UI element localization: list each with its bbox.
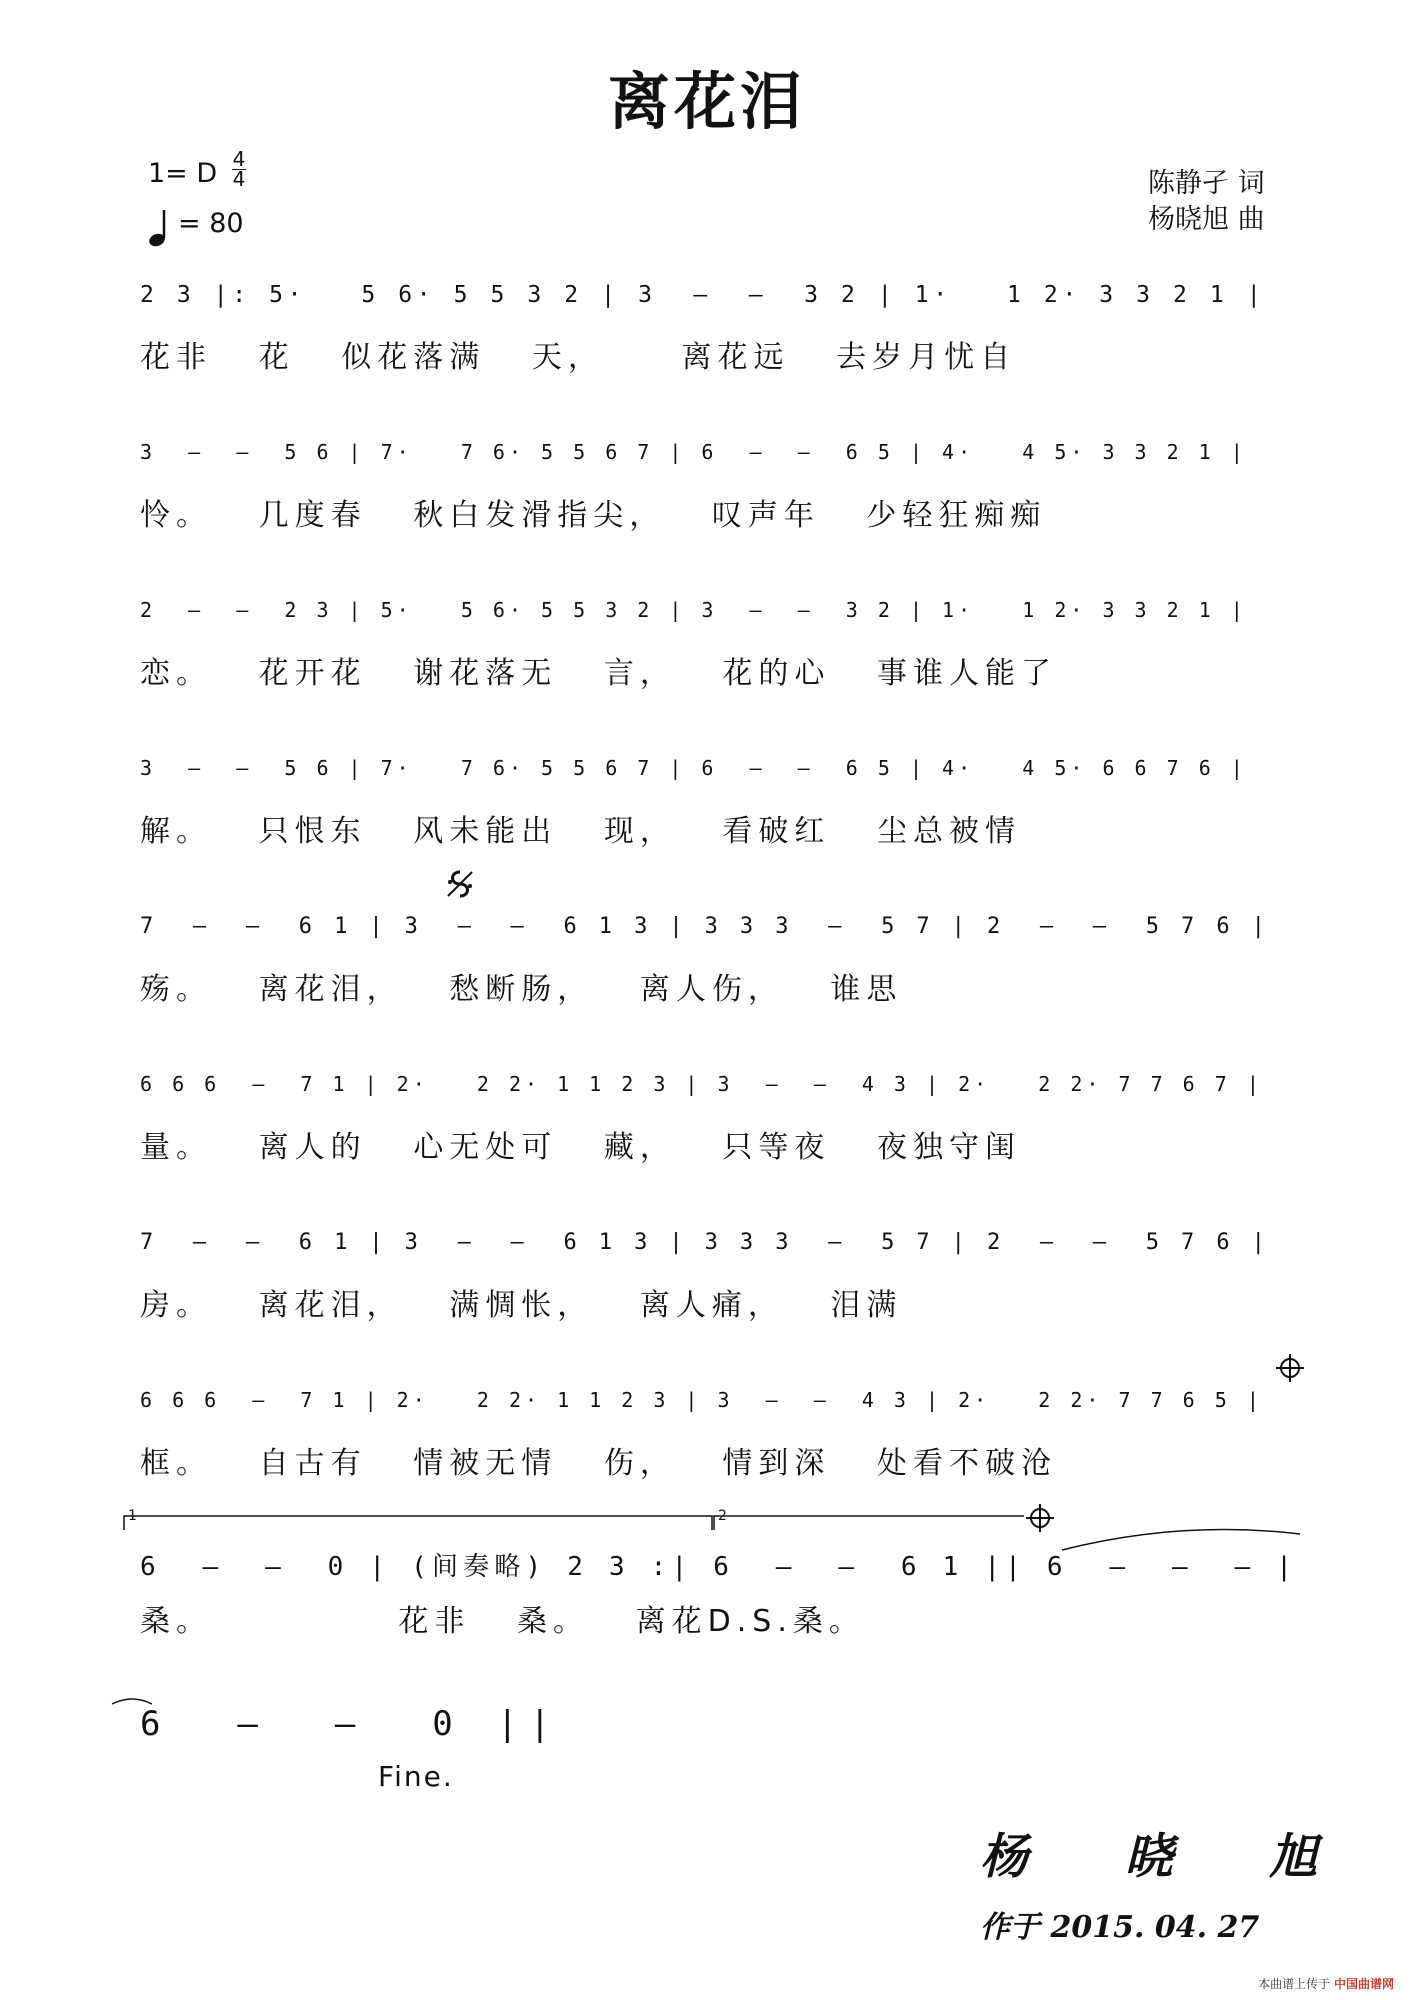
composition-date: 作于 2015. 04. 27 — [980, 1910, 1260, 1945]
lyrics-line: 花非 花 似花落满 天， 离花远 去岁月忧自 — [140, 340, 1017, 375]
lyrics-line: 殇。 离花泪， 愁断肠， 离人伤， 谁思 — [140, 972, 903, 1007]
notation-line: 2 — — 2 3 | 5· 5 6· 5 5 3 2 | 3 — — 3 2 | 1· 1 2· 3 3 2 1 | — [140, 598, 1247, 622]
key-signature: 1= D — [148, 158, 218, 189]
notation-line: 7 — — 6 1 | 3 — — 6 1 3 | 3 3 3 — 5 7 | 2 — — 5 7 6 | — [140, 1230, 1270, 1255]
composer-signature: 杨 晓 旭 — [980, 1829, 1358, 1885]
tie-arc — [1062, 1530, 1300, 1550]
time-signature-bottom: 4 — [232, 167, 246, 191]
footer-brand[interactable]: 中国曲谱网 — [1333, 1977, 1394, 1991]
notation-line: 3 — — 5 6 | 7· 7 6· 5 5 6 7 | 6 — — 6 5 | 4· 4 5· 6 6 7 6 | — [140, 756, 1247, 780]
fine-marking: Fine. — [378, 1760, 454, 1793]
volta-1-bracket — [124, 1516, 712, 1530]
time-signature-top: 4 — [232, 147, 246, 171]
volta-2-label: 2 — [718, 1508, 727, 1524]
notation-line: 6 — — 0 | (间奏略) 2 3 :| 6 — — 6 1 || 6 — — — | — [140, 1552, 1298, 1582]
coda-icon — [1276, 1354, 1304, 1382]
volta-1-label: 1 — [128, 1508, 137, 1524]
lyrics-line: 量。 离人的 心无处可 藏， 只等夜 夜独守闺 — [140, 1130, 1022, 1165]
segno-icon — [448, 872, 472, 896]
notation-line: 3 — — 5 6 | 7· 7 6· 5 5 6 7 | 6 — — 6 5 | 4· 4 5· 3 3 2 1 | — [140, 440, 1247, 464]
notation-line: 7 — — 6 1 | 3 — — 6 1 3 | 3 3 3 — 5 7 | 2 — — 5 7 6 | — [140, 914, 1270, 939]
notation-line: 6 6 6 — 7 1 | 2· 2 2· 1 1 2 3 | 3 — — 4 3 | 2· 2 2· 7 7 6 5 | — [140, 1388, 1263, 1412]
footer-text: 本曲谱上传于 — [1258, 1977, 1331, 1991]
notation-line: 2 3 |: 5· 5 6· 5 5 3 2 | 3 — — 3 2 | 1· 1 2· 3 3 2 1 | — [140, 282, 1266, 308]
tempo-marking: = 80 — [178, 208, 244, 239]
lyrics-line: 恋。 花开花 谢花落无 言， 花的心 事谁人能了 — [140, 656, 1058, 691]
composer-credit: 杨晓旭 曲 — [1148, 204, 1265, 235]
notation-line: 6 — — 0 || — [140, 1704, 563, 1744]
coda-icon — [1026, 1504, 1054, 1532]
lyrics-line: 怜。 几度春 秋白发滑指尖， 叹声年 少轻狂痴痴 — [140, 498, 1047, 533]
tie-arc — [112, 1699, 152, 1704]
volta-2-bracket — [714, 1516, 1024, 1530]
lyrics-line: 桑。 花非 桑。 离花D.S.桑。 — [140, 1604, 865, 1639]
lyrics-line: 房。 离花泪， 满惆怅， 离人痛， 泪满 — [140, 1288, 903, 1323]
lyrics-line: 框。 自古有 情被无情 伤， 情到深 处看不破沧 — [140, 1446, 1058, 1481]
lyrics-line: 解。 只恨东 风未能出 现， 看破红 尘总被情 — [140, 814, 1022, 849]
lyricist-credit: 陈静孑 词 — [1148, 168, 1265, 199]
notation-line: 6 6 6 — 7 1 | 2· 2 2· 1 1 2 3 | 3 — — 4 3 | 2· 2 2· 7 7 6 7 | — [140, 1072, 1263, 1096]
song-title: 离花泪 — [607, 65, 806, 138]
